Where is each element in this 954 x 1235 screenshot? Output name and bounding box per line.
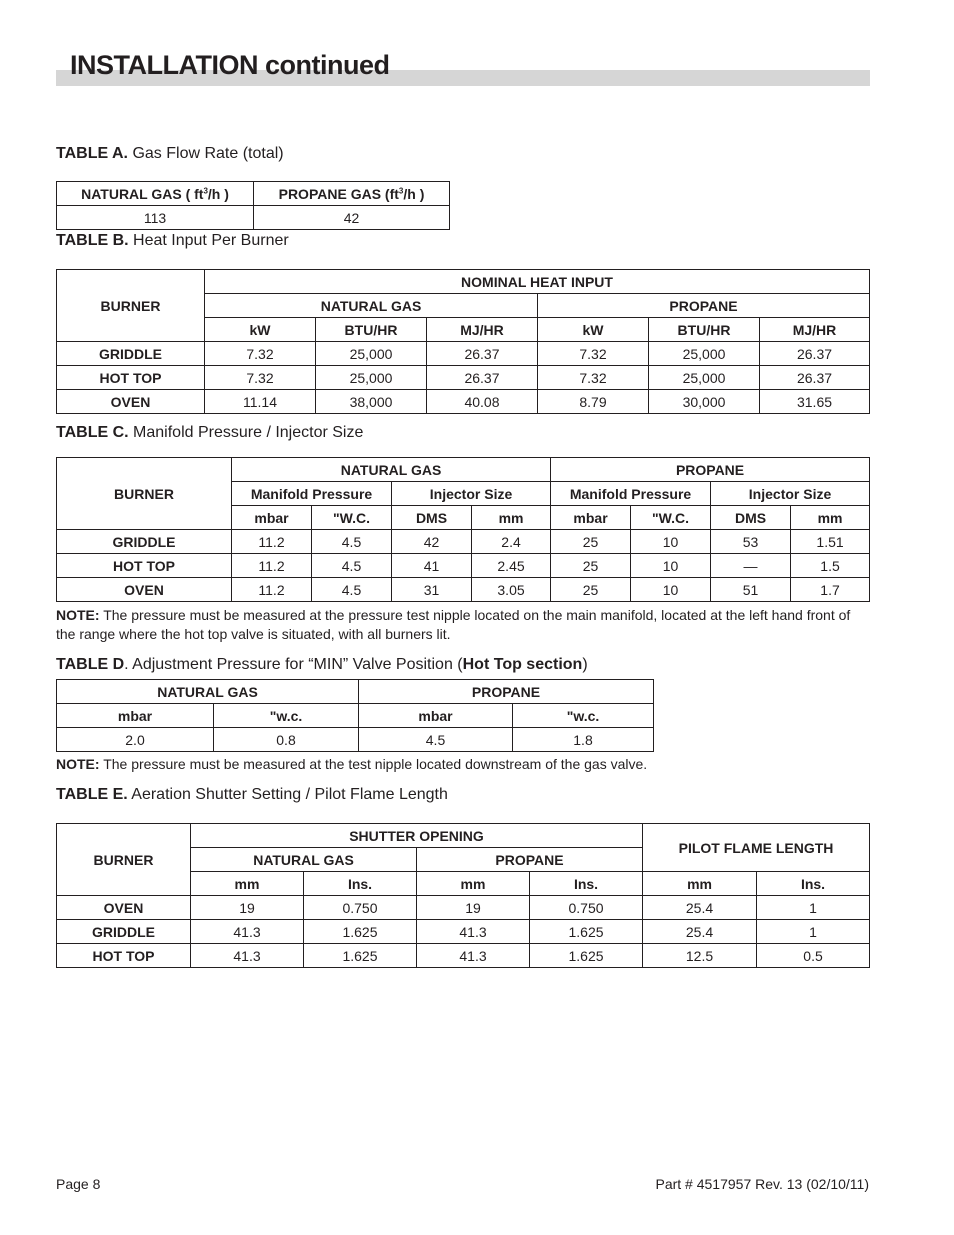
row-label: GRIDDLE (57, 920, 191, 944)
table-cell: 41.3 (191, 944, 304, 968)
table-e-pilot-header: PILOT FLAME LENGTH (643, 824, 870, 872)
table-cell: 26.37 (427, 366, 538, 390)
table-cell: 51 (711, 578, 791, 602)
table-cell: 7.32 (205, 342, 316, 366)
table-cell: 25 (551, 554, 631, 578)
table-c-unit-header: DMS (392, 506, 472, 530)
table-row (57, 366, 870, 390)
table-e-unit-header: mm (643, 872, 757, 896)
table-d-unit-header: "w.c. (513, 704, 654, 728)
table-b-unit-header: BTU/HR (316, 318, 427, 342)
table-d-note (56, 755, 869, 774)
note-text: The pressure must be measured at the test nipple located downstream of the gas valve. (99, 756, 648, 772)
table-d-label: TABLE D (56, 656, 125, 673)
table-row (57, 390, 870, 414)
table-cell: 1.51 (791, 530, 870, 554)
table-cell: 10 (631, 554, 711, 578)
table-cell: 7.32 (538, 366, 649, 390)
table-cell: 8.79 (538, 390, 649, 414)
table-cell: 41.3 (417, 920, 530, 944)
table-c (56, 457, 870, 602)
table-d-unit-header: "w.c. (214, 704, 359, 728)
table-cell: 53 (711, 530, 791, 554)
table-b-unit-header: MJ/HR (760, 318, 870, 342)
table-cell: 1.7 (791, 578, 870, 602)
table-b-unit-header: MJ/HR (427, 318, 538, 342)
table-cell: 11.2 (232, 578, 312, 602)
table-cell: 1.625 (304, 920, 417, 944)
table-cell: 25,000 (316, 342, 427, 366)
table-b (56, 269, 870, 414)
table-c-unit-header: mbar (232, 506, 312, 530)
table-cell: 41.3 (191, 920, 304, 944)
table-c-unit-header: mbar (551, 506, 631, 530)
table-cell: 0.750 (304, 896, 417, 920)
table-cell: 1 (757, 896, 870, 920)
table-cell: 4.5 (312, 530, 392, 554)
table-a-title: Gas Flow Rate (total) (132, 145, 284, 162)
table-b-propane-header: PROPANE (538, 294, 870, 318)
table-cell: 4.5 (312, 554, 392, 578)
table-row (57, 530, 870, 554)
table-cell: 25.4 (643, 920, 757, 944)
table-cell: 10 (631, 578, 711, 602)
table-e-unit-header: Ins. (530, 872, 643, 896)
row-label: HOT TOP (57, 366, 205, 390)
table-cell: 1.625 (530, 944, 643, 968)
table-c-burner-header: BURNER (57, 458, 232, 530)
page-number: Page 8 (56, 1176, 101, 1192)
table-cell: 11.2 (232, 554, 312, 578)
table-cell: 25.4 (643, 896, 757, 920)
table-cell: 25,000 (316, 366, 427, 390)
table-e-natural-gas-header: NATURAL GAS (191, 848, 417, 872)
row-label: HOT TOP (57, 944, 191, 968)
table-cell: 0.5 (757, 944, 870, 968)
table-cell: 2.4 (472, 530, 551, 554)
table-c-subheader: Manifold Pressure (551, 482, 711, 506)
table-c-unit-header: "W.C. (631, 506, 711, 530)
table-cell: 1.625 (530, 920, 643, 944)
table-a-cell: 42 (254, 206, 450, 230)
table-row (57, 578, 870, 602)
table-c-unit-header: DMS (711, 506, 791, 530)
table-cell: 1.5 (791, 554, 870, 578)
table-e-shutter-header: SHUTTER OPENING (191, 824, 643, 848)
table-b-label: TABLE B. (56, 232, 129, 249)
table-cell: 41.3 (417, 944, 530, 968)
table-c-label: TABLE C. (56, 424, 129, 441)
table-c-unit-header: mm (791, 506, 870, 530)
table-c-natural-gas-header: NATURAL GAS (232, 458, 551, 482)
table-a (56, 181, 450, 230)
table-b-natural-gas-header: NATURAL GAS (205, 294, 538, 318)
table-cell: 41 (392, 554, 472, 578)
table-e (56, 823, 870, 968)
table-d-unit-header: mbar (359, 704, 513, 728)
note-label: NOTE: (56, 756, 100, 772)
table-cell: 7.32 (205, 366, 316, 390)
table-e-propane-header: PROPANE (417, 848, 643, 872)
table-b-unit-header: kW (205, 318, 316, 342)
table-c-subheader: Injector Size (392, 482, 551, 506)
table-cell: 4.5 (312, 578, 392, 602)
table-cell: 0.8 (214, 728, 359, 752)
table-row (57, 896, 870, 920)
table-cell: 42 (392, 530, 472, 554)
table-cell: 40.08 (427, 390, 538, 414)
table-cell: 25,000 (649, 342, 760, 366)
table-cell: 25 (551, 578, 631, 602)
table-cell: 30,000 (649, 390, 760, 414)
table-c-caption (56, 424, 363, 442)
row-label: OVEN (57, 578, 232, 602)
table-b-caption (56, 232, 289, 250)
table-b-unit-header: BTU/HR (649, 318, 760, 342)
table-cell: 38,000 (316, 390, 427, 414)
table-cell: 26.37 (760, 342, 870, 366)
row-label: GRIDDLE (57, 530, 232, 554)
table-d-propane-header: PROPANE (359, 680, 654, 704)
table-cell: 31.65 (760, 390, 870, 414)
table-b-title: Heat Input Per Burner (133, 232, 289, 249)
table-c-unit-header: "W.C. (312, 506, 392, 530)
note-label: NOTE: (56, 607, 100, 623)
table-cell: 25 (551, 530, 631, 554)
table-c-propane-header: PROPANE (551, 458, 870, 482)
table-row (57, 920, 870, 944)
table-b-burner-header: BURNER (57, 270, 205, 342)
row-label: GRIDDLE (57, 342, 205, 366)
table-b-nominal-header: NOMINAL HEAT INPUT (205, 270, 870, 294)
table-cell: 4.5 (359, 728, 513, 752)
table-a-col-propane-gas: PROPANE GAS ($ft^3/h$ ) (254, 182, 450, 206)
table-row (57, 728, 654, 752)
row-label: OVEN (57, 390, 205, 414)
table-c-subheader: Injector Size (711, 482, 870, 506)
table-c-note (56, 606, 869, 644)
table-cell: 19 (417, 896, 530, 920)
table-cell: 31 (392, 578, 472, 602)
table-cell: 10 (631, 530, 711, 554)
table-cell: 11.2 (232, 530, 312, 554)
table-cell: 2.0 (57, 728, 214, 752)
table-d-unit-header: mbar (57, 704, 214, 728)
table-a-label: TABLE A. (56, 145, 128, 162)
table-cell: 0.750 (530, 896, 643, 920)
table-cell: 19 (191, 896, 304, 920)
row-label: OVEN (57, 896, 191, 920)
table-e-burner-header: BURNER (57, 824, 191, 896)
table-a-col-natural-gas: NATURAL GAS ( $ft^3/h$ ) (57, 182, 254, 206)
table-cell: 25,000 (649, 366, 760, 390)
table-e-unit-header: Ins. (304, 872, 417, 896)
table-e-title: Aeration Shutter Setting / Pilot Flame Length (131, 786, 448, 803)
table-e-caption (56, 786, 448, 804)
table-e-unit-header: mm (191, 872, 304, 896)
table-d-natural-gas-header: NATURAL GAS (57, 680, 359, 704)
table-c-title: Manifold Pressure / Injector Size (133, 424, 364, 441)
table-cell: 1.625 (304, 944, 417, 968)
note-text: The pressure must be measured at the pressure test nipple located on the main manifold, located at the left hand front of the range where the hot top valve is situated, with all burners lit. (56, 607, 851, 642)
table-cell: 12.5 (643, 944, 757, 968)
table-cell: 1 (757, 920, 870, 944)
table-d (56, 679, 654, 752)
table-row (57, 342, 870, 366)
table-e-unit-header: mm (417, 872, 530, 896)
table-cell: 2.45 (472, 554, 551, 578)
table-cell: 7.32 (538, 342, 649, 366)
table-c-subheader: Manifold Pressure (232, 482, 392, 506)
part-number: Part # 4517957 Rev. 13 (02/10/11) (655, 1176, 869, 1192)
table-cell: 11.14 (205, 390, 316, 414)
table-a-caption (56, 145, 284, 163)
table-cell: 26.37 (427, 342, 538, 366)
row-label: HOT TOP (57, 554, 232, 578)
table-c-unit-header: mm (472, 506, 551, 530)
table-row (57, 944, 870, 968)
table-row (57, 554, 870, 578)
table-cell: — (711, 554, 791, 578)
table-cell: 26.37 (760, 366, 870, 390)
table-a-cell: 113 (57, 206, 254, 230)
table-cell: 1.8 (513, 728, 654, 752)
table-e-label: TABLE E. (56, 786, 128, 803)
table-d-caption: TABLE D. Adjustment Pressure for “MIN” Valve Position (Hot Top section) (56, 656, 588, 673)
page-title: INSTALLATION continued (70, 50, 390, 80)
table-e-unit-header: Ins. (757, 872, 870, 896)
table-b-unit-header: kW (538, 318, 649, 342)
table-cell: 3.05 (472, 578, 551, 602)
